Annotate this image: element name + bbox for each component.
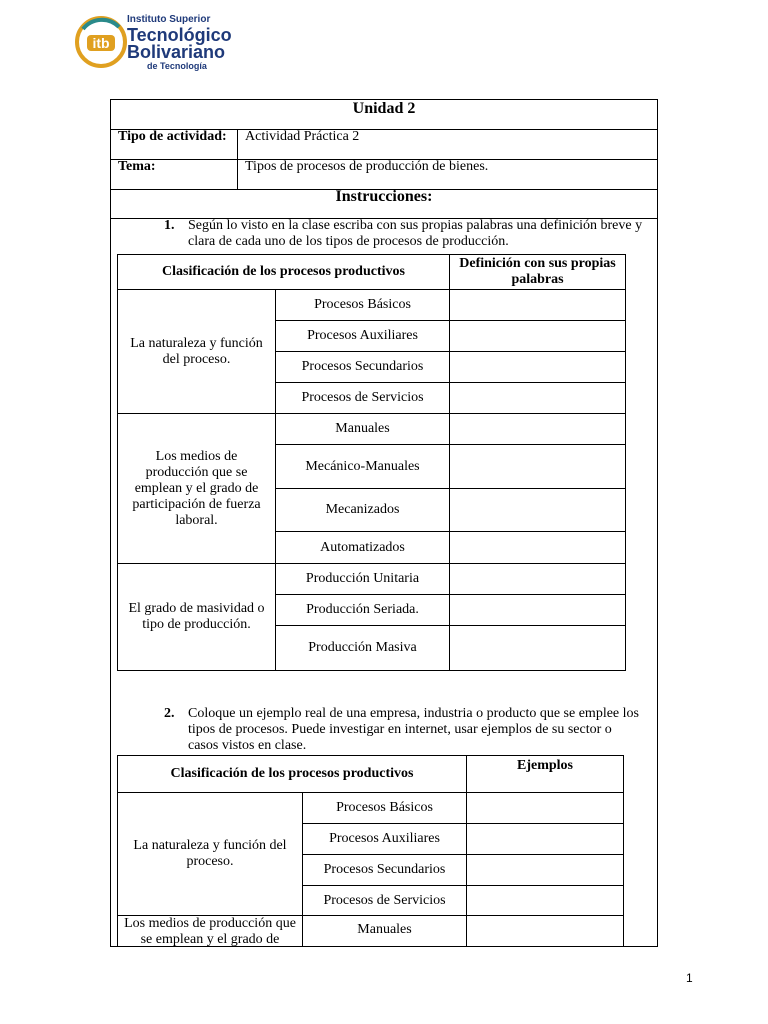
example-cell[interactable] [467,916,624,947]
example-cell[interactable] [467,855,624,886]
table-row [118,793,624,824]
table-row [118,564,626,595]
page-number: 1 [686,971,693,985]
table-header-classification: Clasificación de los procesos productivos [118,255,450,290]
table-row [118,414,626,445]
section-1-number: 1. [164,218,175,233]
logo-mark-text: itb [92,35,110,51]
process-type: Manuales [303,916,467,947]
example-cell[interactable] [467,886,624,916]
answer-cell[interactable] [450,489,626,532]
process-type: Procesos de Servicios [276,383,450,414]
answer-cell[interactable] [450,564,626,595]
answer-cell[interactable] [450,532,626,564]
table-header-examples: Ejemplos [467,756,624,793]
process-type: Producción Unitaria [276,564,450,595]
process-type: Manuales [276,414,450,445]
section-2-line-1: Coloque un ejemplo real de una empresa, industria o producto que se emplee los [188,706,639,721]
table-header-row [118,756,624,793]
institution-logo [75,13,250,71]
table-2-clip [110,755,658,946]
table-header-row [118,255,626,290]
classification-examples-table [117,755,624,946]
process-type: Producción Masiva [276,626,450,671]
process-type: Procesos Básicos [303,793,467,824]
process-type: Procesos Auxiliares [276,321,450,352]
itb-logo-mark-icon [75,13,127,71]
answer-cell[interactable] [450,414,626,445]
activity-value: Actividad Práctica 2 [245,129,360,144]
process-type: Procesos Auxiliares [303,824,467,855]
section-1-instructions [188,218,658,250]
classification-definition-table [117,254,626,671]
unit-title: Unidad 2 [111,100,657,130]
logo-line-3: Bolivariano [127,42,226,62]
table-header-definition: Definición con sus propias palabras [450,255,626,290]
group-label: La naturaleza y función del proceso. [118,793,303,916]
process-type: Procesos Básicos [276,290,450,321]
logo-line-4: de Tecnología [147,61,207,71]
table-row [118,916,624,947]
topic-value: Tipos de procesos de producción de bienes. [245,159,489,174]
group-label: El grado de masividad o tipo de producción. [118,564,276,671]
group-label: La naturaleza y función del proceso. [118,290,276,414]
answer-cell[interactable] [450,595,626,626]
activity-label: Tipo de actividad: [118,129,227,144]
answer-cell[interactable] [450,290,626,321]
process-type: Procesos Secundarios [303,855,467,886]
divider [237,159,238,189]
process-type: Procesos Secundarios [276,352,450,383]
section-2-line-3: casos vistos en clase. [188,738,307,753]
instructions-heading: Instrucciones: [111,189,657,219]
process-type: Mecánico-Manuales [276,445,450,489]
example-cell[interactable] [467,793,624,824]
section-2-instructions [188,706,658,754]
divider [237,129,238,159]
answer-cell[interactable] [450,383,626,414]
activity-row [111,129,657,160]
answer-cell[interactable] [450,321,626,352]
process-type: Automatizados [276,532,450,564]
process-type: Producción Seriada. [276,595,450,626]
topic-row [111,159,657,190]
process-type: Mecanizados [276,489,450,532]
answer-cell[interactable] [450,626,626,671]
logo-line-2: Tecnológico [127,25,232,45]
table-row [118,290,626,321]
topic-label: Tema: [118,159,156,174]
section-1-line-2: clara de cada uno de los tipos de procesos de producción. [188,234,509,249]
section-2-line-2: tipos de procesos. Puede investigar en internet, usar ejemplos de su sector o [188,722,612,737]
logo-text [127,15,232,71]
answer-cell[interactable] [450,445,626,489]
process-type: Procesos de Servicios [303,886,467,916]
example-cell[interactable] [467,824,624,855]
logo-line-1: Instituto Superior [127,14,211,25]
section-1-line-1: Según lo visto en la clase escriba con sus propias palabras una definición breve y [188,218,643,233]
table-header-classification: Clasificación de los procesos productivos [118,756,467,793]
answer-cell[interactable] [450,352,626,383]
group-label: Los medios de producción que se emplean y el grado de participación de fuerza laboral. [118,414,276,564]
section-2-number: 2. [164,706,175,721]
group-label: Los medios de producción que se emplean y el grado de [118,916,303,947]
